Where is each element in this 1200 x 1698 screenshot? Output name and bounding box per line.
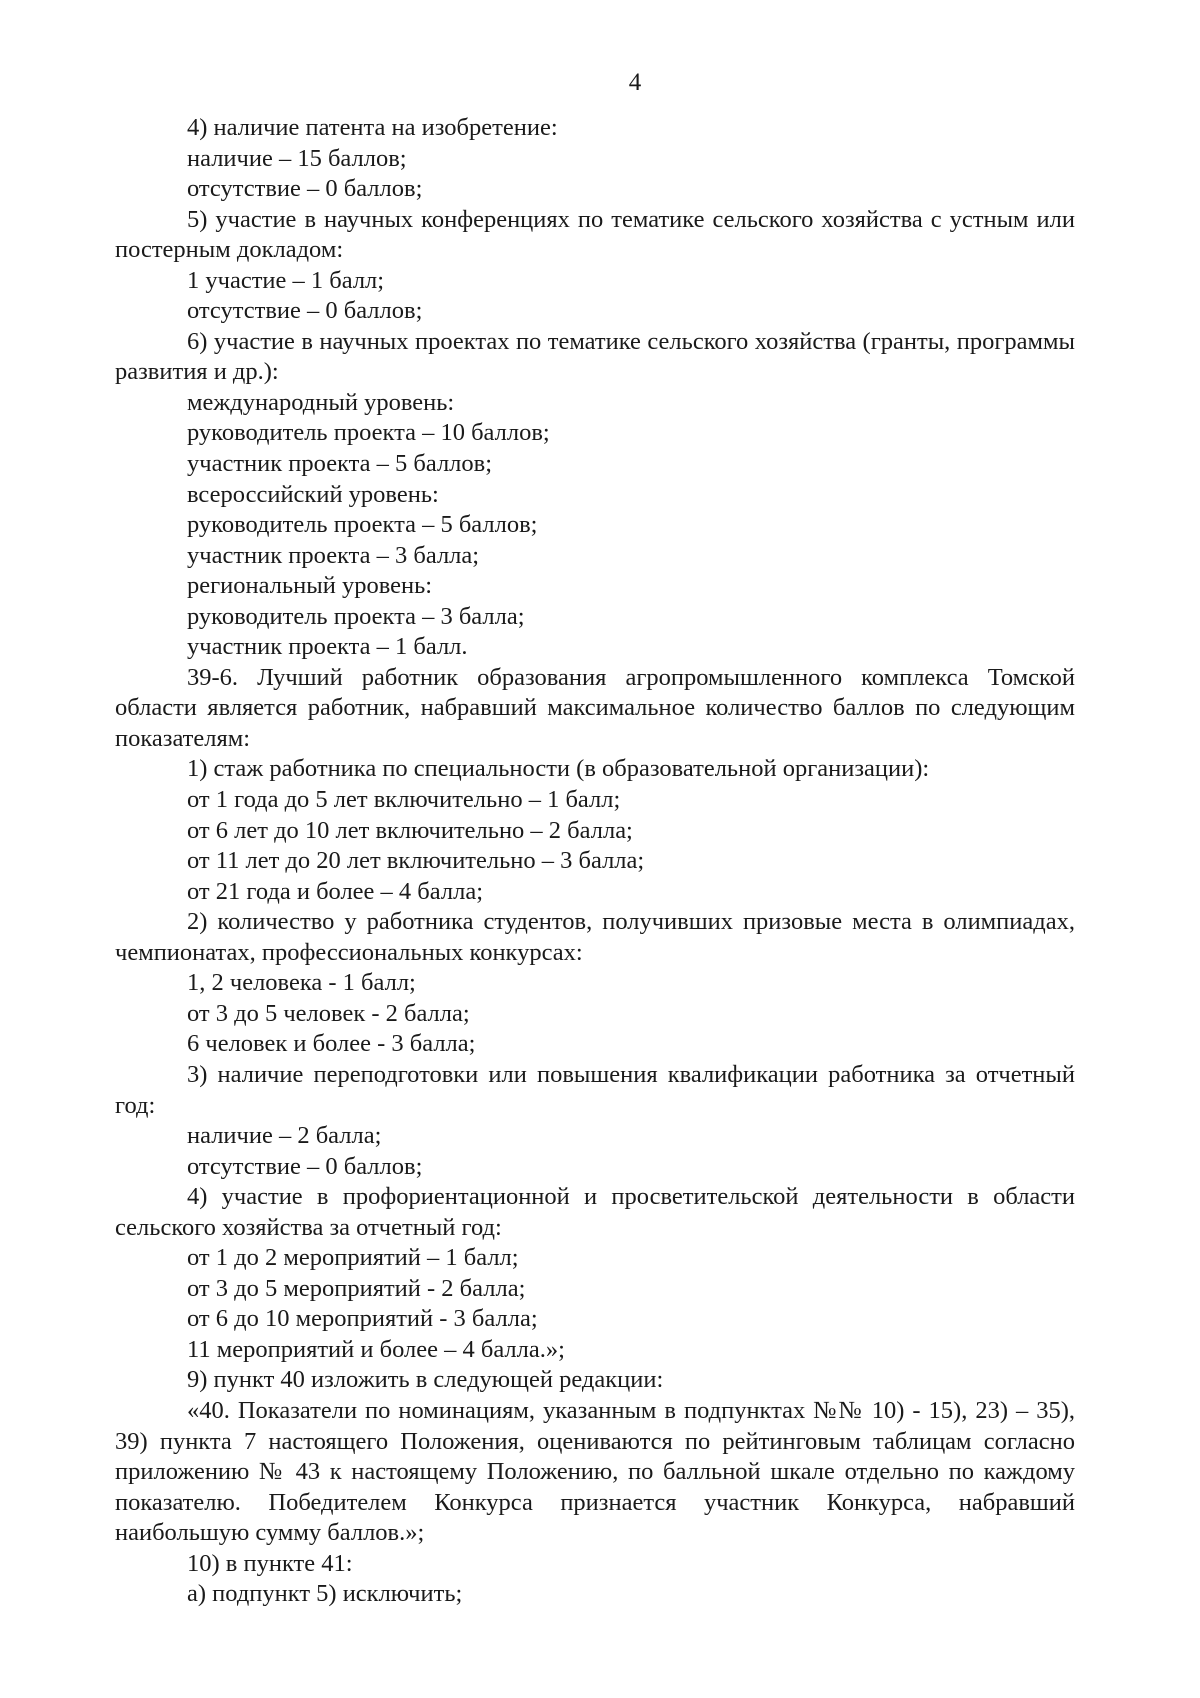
paragraph: от 3 до 5 мероприятий - 2 балла; xyxy=(187,1274,526,1302)
paragraph: руководитель проекта – 5 баллов; xyxy=(187,511,538,539)
paragraph: от 11 лет до 20 лет включительно – 3 балла; xyxy=(187,847,645,875)
paragraph: отсутствие – 0 баллов; xyxy=(187,297,423,325)
page-number: 4 xyxy=(628,69,642,96)
paragraph: отсутствие – 0 баллов; xyxy=(187,1152,423,1180)
paragraph: 5) участие в научных конференциях по тематике сельского хозяйства с устным или постерным докладом: xyxy=(115,205,1075,264)
paragraph: 11 мероприятий и более – 4 балла.»; xyxy=(187,1335,565,1363)
paragraph: 1, 2 человека - 1 балл; xyxy=(187,969,416,997)
paragraph: 1) стаж работника по специальности (в образовательной организации): xyxy=(187,755,930,783)
paragraph: а) подпункт 5) исключить; xyxy=(187,1580,463,1608)
paragraph: 6 человек и более - 3 балла; xyxy=(187,1030,476,1058)
paragraph: участник проекта – 1 балл. xyxy=(187,633,468,661)
paragraph: от 21 года и более – 4 балла; xyxy=(187,877,483,905)
paragraph: 1 участие – 1 балл; xyxy=(187,266,385,294)
paragraph: региональный уровень: xyxy=(187,572,433,600)
paragraph: 6) участие в научных проектах по тематике сельского хозяйства (гранты, программы развития и др.): xyxy=(115,327,1075,386)
paragraph: «40. Показатели по номинациям, указанным в подпунктах №№ 10) - 15), 23) – 35), 39) пункта 7 настоящего Положения, оцениваются по рейтинговым таблицам согласно приложению № 43 к настоящему Положению, по балльной шкале отдельно по каждому показателю. Победителем Конкурса признается участник Конкурса, набравший наибольшую сумму баллов.»; xyxy=(115,1396,1075,1547)
paragraph: 39-6. Лучший работник образования агропромышленного комплекса Томской области является работник, набравший максимальное количество баллов по следующим показателям: xyxy=(115,663,1075,752)
paragraph: всероссийский уровень: xyxy=(187,480,439,508)
paragraph: участник проекта – 5 баллов; xyxy=(187,450,493,478)
document-body xyxy=(115,113,1075,1610)
paragraph: руководитель проекта – 10 баллов; xyxy=(187,419,550,447)
paragraph: 2) количество у работника студентов, получивших призовые места в олимпиадах, чемпионатах, профессиональных конкурсах: xyxy=(115,908,1075,966)
paragraph: от 1 года до 5 лет включительно – 1 балл; xyxy=(187,786,621,814)
paragraph: наличие – 15 баллов; xyxy=(187,144,407,172)
paragraph: международный уровень: xyxy=(187,388,455,416)
paragraph: отсутствие – 0 баллов; xyxy=(187,175,423,203)
paragraph: от 3 до 5 человек - 2 балла; xyxy=(187,999,470,1027)
paragraph: 4) наличие патента на изобретение: xyxy=(187,114,558,141)
paragraph: от 6 лет до 10 лет включительно – 2 балла; xyxy=(187,816,633,844)
paragraph: 4) участие в профориентационной и просветительской деятельности в области сельского хозяйства за отчетный год: xyxy=(115,1183,1075,1241)
paragraph: от 6 до 10 мероприятий - 3 балла; xyxy=(187,1305,538,1333)
paragraph: участник проекта – 3 балла; xyxy=(187,541,480,569)
paragraph: наличие – 2 балла; xyxy=(187,1122,382,1150)
paragraph: 9) пункт 40 изложить в следующей редакции: xyxy=(187,1366,664,1394)
paragraph: 10) в пункте 41: xyxy=(187,1549,353,1577)
paragraph: 3) наличие переподготовки или повышения квалификации работника за отчетный год: xyxy=(115,1060,1075,1119)
paragraph: от 1 до 2 мероприятий – 1 балл; xyxy=(187,1244,519,1272)
paragraph: руководитель проекта – 3 балла; xyxy=(187,602,525,630)
